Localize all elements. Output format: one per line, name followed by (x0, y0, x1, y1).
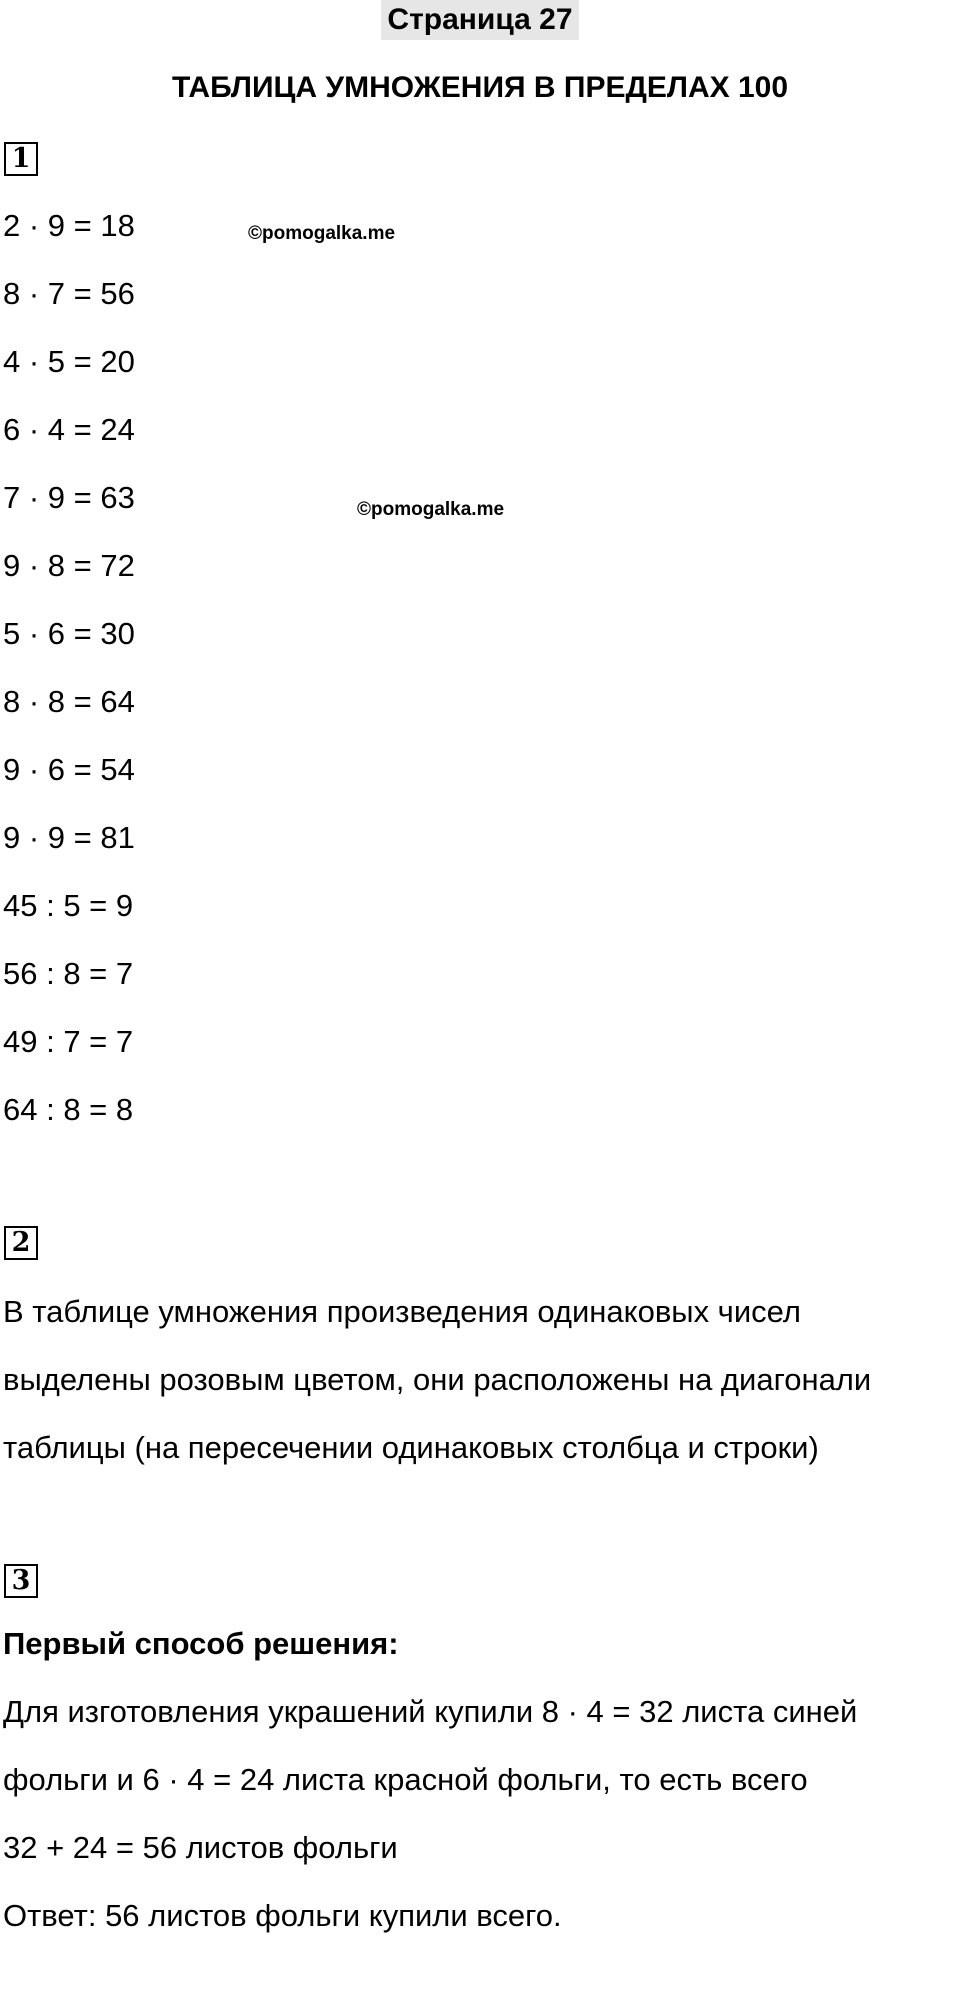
answer-line: Для изготовления украшений купили 8 · 4 = 32 листа синей (3, 1694, 858, 1729)
task-3-answer (3, 1612, 953, 1952)
method-heading: Первый способ решения: (3, 1626, 399, 1661)
answer-line: таблицы (на пересечении одинаковых столбца и строки) (3, 1430, 819, 1465)
equation: 6 · 4 = 24 (3, 412, 135, 447)
task-2-answer (3, 1280, 953, 1484)
task-2-number: 2 (4, 1226, 38, 1260)
final-answer: Ответ: 56 листов фольги купили всего. (3, 1898, 562, 1933)
equation: 8 · 8 = 64 (3, 684, 135, 719)
equation: 49 : 7 = 7 (3, 1024, 134, 1059)
answer-line: В таблице умножения произведения одинаковых чисел (3, 1294, 801, 1329)
equation: 8 · 7 = 56 (3, 276, 135, 311)
answer-line: 32 + 24 = 56 листов фольги (3, 1830, 398, 1865)
equation: 4 · 5 = 20 (3, 344, 135, 379)
page-number: Страница 27 (381, 0, 578, 40)
page-header (0, 0, 960, 40)
task-1-number: 1 (4, 142, 38, 176)
topic-title: ТАБЛИЦА УМНОЖЕНИЯ В ПРЕДЕЛАХ 100 (171, 71, 789, 104)
equation: 45 : 5 = 9 (3, 888, 134, 923)
equation: 7 · 9 = 63 (3, 480, 135, 515)
task-1-equations (3, 196, 135, 1148)
equation: 5 · 6 = 30 (3, 616, 135, 651)
answer-line: выделены розовым цветом, они расположены на диагонали (3, 1362, 872, 1397)
equation: 56 : 8 = 7 (3, 956, 134, 991)
answer-line: фольги и 6 · 4 = 24 листа красной фольги, то есть всего (3, 1762, 808, 1797)
equation: 9 · 8 = 72 (3, 548, 135, 583)
watermark: ©pomogalka.me (248, 223, 396, 244)
watermark: ©pomogalka.me (357, 499, 505, 520)
task-3-number: 3 (4, 1564, 38, 1598)
equation: 9 · 9 = 81 (3, 820, 135, 855)
equation: 2 · 9 = 18 (3, 208, 135, 243)
equation: 64 : 8 = 8 (3, 1092, 134, 1127)
equation: 9 · 6 = 54 (3, 752, 135, 787)
